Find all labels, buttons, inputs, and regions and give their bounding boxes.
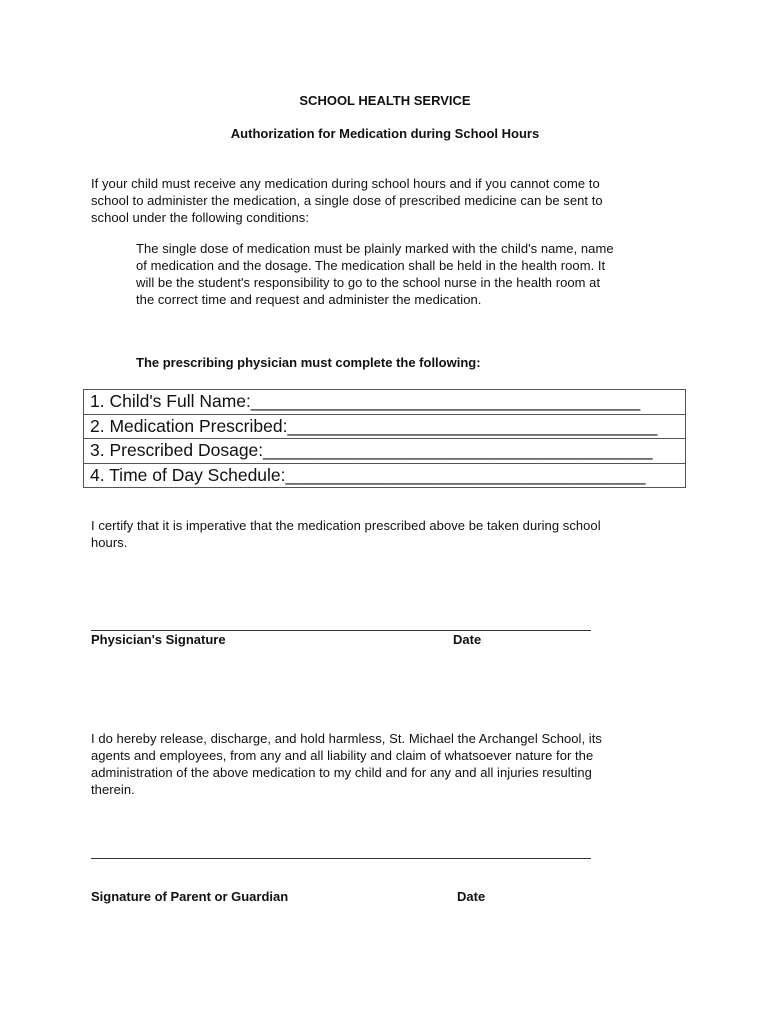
release-paragraph: I do hereby release, discharge, and hold harmless, St. Michael the Archangel School, its agents and employees, from any and all liability and claim of whatsoever nature for the administration of the above medication to my child and for any and all injuries resulting therein.: [91, 731, 602, 797]
form-title: SCHOOL HEALTH SERVICE: [299, 93, 471, 108]
physician-signature-line[interactable]: [91, 630, 591, 631]
medication-prescribed-blank[interactable]: ______________________________________: [287, 415, 658, 436]
form-subtitle: Authorization for Medication during School Hours: [230, 126, 540, 141]
medication-prescribed-label: 2. Medication Prescribed:: [90, 415, 288, 436]
physician-section-heading: The prescribing physician must complete the following:: [136, 355, 481, 370]
time-schedule-label: 4. Time of Day Schedule:: [90, 464, 286, 485]
parent-signature-label: Signature of Parent or Guardian: [91, 889, 289, 904]
prescribed-dosage-field[interactable]: [84, 439, 685, 464]
intro-paragraph: If your child must receive any medication during school hours and if you cannot come to school to administer the medication, a single dose of prescribed medicine can be sent to school under the following conditions:: [91, 176, 603, 225]
physician-date-label: Date: [453, 632, 482, 647]
physician-signature-label: Physician's Signature: [91, 632, 226, 647]
physician-fields-table: [83, 389, 686, 488]
conditions-paragraph: The single dose of medication must be plainly marked with the child's name, name of medication and the dosage. The medication shall be held in the health room. It will be the student's responsibility to go to the school nurse in the health room at the correct time and request and administer the medication.: [136, 241, 614, 307]
parent-signature-line[interactable]: [91, 858, 591, 859]
time-schedule-field[interactable]: [84, 464, 685, 488]
medication-prescribed-field[interactable]: [84, 415, 685, 440]
child-name-blank[interactable]: ________________________________________: [250, 391, 641, 411]
certify-paragraph: I certify that it is imperative that the medication prescribed above be taken during school hours.: [91, 518, 601, 550]
child-name-label: 1. Child's Full Name:: [90, 391, 251, 411]
child-name-field[interactable]: [84, 390, 685, 415]
parent-date-label: Date: [457, 889, 486, 904]
time-schedule-blank[interactable]: _____________________________________: [285, 464, 646, 485]
prescribed-dosage-blank[interactable]: ________________________________________: [263, 440, 653, 460]
prescribed-dosage-label: 3. Prescribed Dosage:: [90, 440, 264, 460]
